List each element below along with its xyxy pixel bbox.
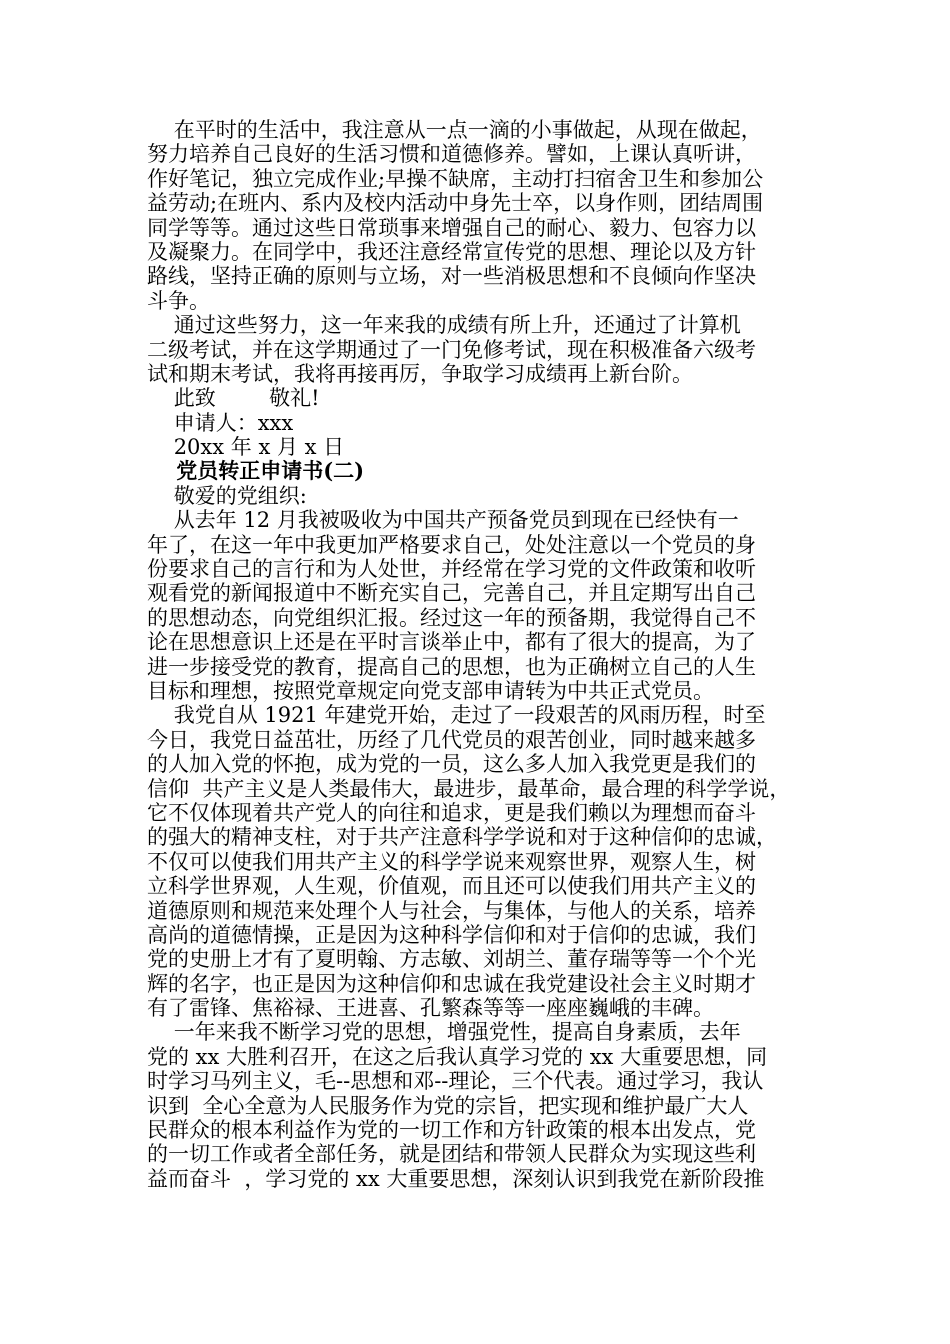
text-line: 通过这些努力，这一年来我的成绩有所上升，还通过了计算机 xyxy=(147,313,741,338)
document-body xyxy=(147,118,803,1191)
text-line: 作好笔记，独立完成作业;早操不缺席，主动打扫宿舍卫生和参加公 xyxy=(147,166,764,191)
text-line: 党的史册上才有了夏明翰、方志敏、刘胡兰、董存瑞等等一个个光 xyxy=(147,947,756,972)
text-line: 进一步接受党的教育，提高自己的思想，也为正确树立自己的人生 xyxy=(147,654,756,679)
text-line: 的强大的精神支柱，对于共产注意科学学说和对于这种信仰的忠诚， xyxy=(147,825,777,850)
text-line: 高尚的道德情操，正是因为这种科学信仰和对于信仰的忠诚，我们 xyxy=(147,922,756,947)
text-line: 辉的名字，也正是因为这种信仰和忠诚在我党建设社会主义时期才 xyxy=(147,971,756,996)
text-line: 份要求自己的言行和为人处世，并经常在学习党的文件政策和收听 xyxy=(147,557,756,582)
greeting: 敬爱的党组织: xyxy=(147,483,307,508)
applicant-signature: 申请人：xxx xyxy=(147,410,294,435)
text-line: 目标和理想，按照党章规定向党支部申请转为中共正式党员。 xyxy=(147,678,714,703)
text-line: 努力培养自己良好的生活习惯和道德修养。譬如，上课认真听讲， xyxy=(147,142,756,167)
text-line: 从去年 12 月我被吸收为中国共产预备党员到现在已经快有一 xyxy=(147,508,739,533)
text-line: 民群众的根本利益作为党的一切工作和方针政策的根本出发点，党 xyxy=(147,1118,756,1143)
text-line: 年了，在这一年中我更加严格要求自己，处处注意以一个党员的身 xyxy=(147,532,756,557)
text-line: 的一切工作或者全部任务，就是团结和带领人民群众为实现这些利 xyxy=(147,1142,756,1167)
text-line: 我党自从 1921 年建党开始，走过了一段艰苦的风雨历程，时至 xyxy=(147,703,766,728)
text-line: 信仰 共产主义是人类最伟大，最进步，最革命，最合理的科学学说， xyxy=(147,776,791,801)
text-line: 及凝聚力。在同学中，我还注意经常宣传党的思想、理论以及方针 xyxy=(147,239,756,264)
text-line: 论在思想意识上还是在平时言谈举止中，都有了很大的提高，为了 xyxy=(147,630,756,655)
text-line: 识到 全心全意为人民服务作为党的宗旨，把实现和维护最广大人 xyxy=(147,1093,749,1118)
text-line: 的人加入党的怀抱，成为党的一员，这么多人加入我党更是我们的 xyxy=(147,752,756,777)
text-line: 二级考试，并在这学期通过了一门免修考试，现在积极准备六级考 xyxy=(147,337,756,362)
text-line: 试和期末考试，我将再接再厉，争取学习成绩再上新台阶。 xyxy=(147,361,693,386)
text-line: 观看党的新闻报道中不断充实自己，完善自己，并且定期写出自己 xyxy=(147,581,756,606)
text-line: 立科学世界观，人生观，价值观，而且还可以使我们用共产主义的 xyxy=(147,874,756,899)
text-line: 路线，坚持正确的原则与立场，对一些消极思想和不良倾向作坚决 xyxy=(147,264,756,289)
text-line: 时学习马列主义，毛--思想和邓--理论，三个代表。通过学习，我认 xyxy=(147,1069,764,1094)
text-line: 在平时的生活中，我注意从一点一滴的小事做起，从现在做起， xyxy=(147,118,762,142)
text-line: 一年来我不断学习党的思想，增强党性，提高自身素质，去年 xyxy=(147,1020,741,1045)
text-line: 今日，我党日益茁壮，历经了几代党员的艰苦创业，同时越来越多 xyxy=(147,727,756,752)
text-line: 益而奋斗 ，学习党的 xx 大重要思想，深刻认识到我党在新阶段推 xyxy=(147,1166,765,1191)
text-line: 益劳动;在班内、系内及校内活动中身先士卒，以身作则，团结周围 xyxy=(147,191,764,216)
closing-salutation: 此致 敬礼! xyxy=(147,386,320,411)
text-line: 斗争。 xyxy=(147,288,210,313)
text-line: 党的 xx 大胜利召开，在这之后我认真学习党的 xx 大重要思想，同 xyxy=(147,1044,768,1069)
text-line: 不仅可以使我们用共产主义的科学学说来观察世界，观察人生，树 xyxy=(147,849,756,874)
date-line: 20xx 年 x 月 x 日 xyxy=(147,435,345,460)
text-line: 同学等等。通过这些日常琐事来增强自己的耐心、毅力、包容力以 xyxy=(147,215,756,240)
section-title: 党员转正申请书(二) xyxy=(147,458,365,484)
text-line: 它不仅体现着共产党人的向往和追求，更是我们赖以为理想而奋斗 xyxy=(147,800,756,825)
text-line: 的思想动态，向党组织汇报。经过这一年的预备期，我觉得自己不 xyxy=(147,605,756,630)
text-line: 道德原则和规范来处理个人与社会，与集体，与他人的关系，培养 xyxy=(147,898,756,923)
text-line: 有了雷锋、焦裕禄、王进喜、孔繁森等等一座座巍峨的丰碑。 xyxy=(147,996,714,1021)
